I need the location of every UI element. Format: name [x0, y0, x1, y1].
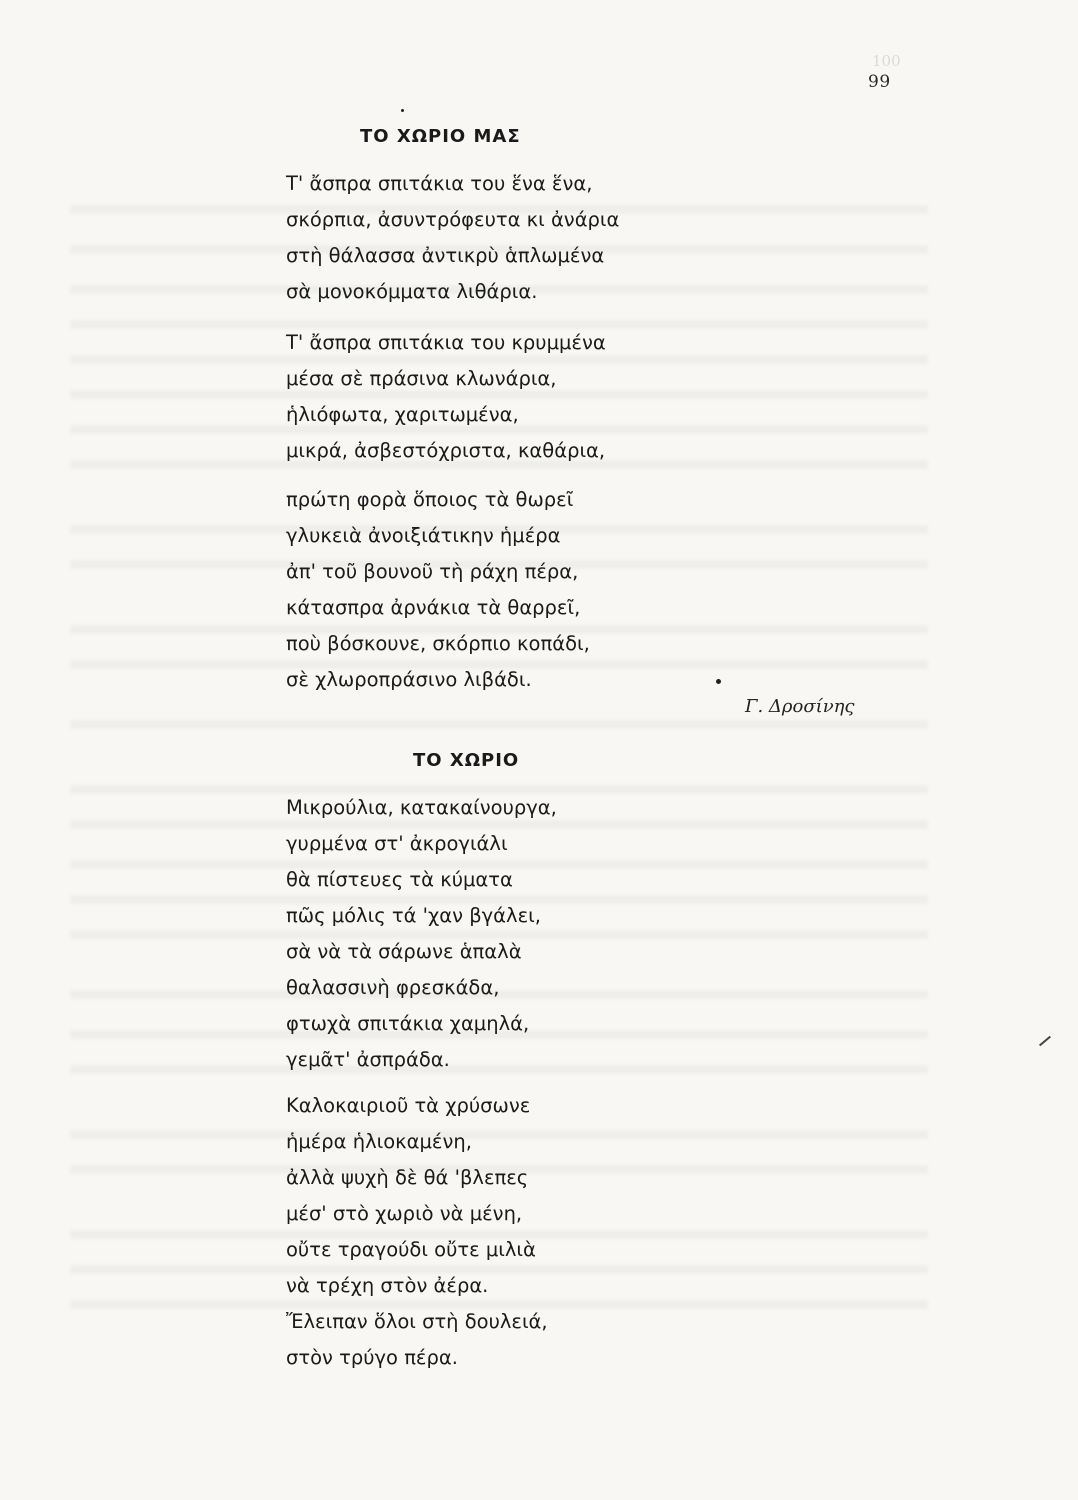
verse-line: σὰ νὰ τὰ σάρωνε ἁπαλὰ — [286, 940, 522, 963]
verse-line: γεμᾶτ' ἀσπράδα. — [286, 1048, 450, 1071]
verse-line: σὲ χλωροπράσινο λιβάδι. — [286, 668, 532, 691]
verse-line: ἀλλὰ ψυχὴ δὲ θά 'βλεπες — [286, 1166, 529, 1189]
verse-line: νὰ τρέχη στὸν ἀέρα. — [286, 1274, 489, 1297]
verse-line: Μικρούλια, κατακαίνουργα, — [286, 796, 557, 819]
poem-title: ΤΟ ΧΩΡΙΟ ΜΑΣ — [360, 126, 521, 147]
verse-line: θαλασσινὴ φρεσκάδα, — [286, 976, 500, 999]
poem-title: ΤΟ ΧΩΡΙΟ — [413, 750, 520, 771]
ink-dot — [401, 109, 404, 112]
verse-line: στὸν τρύγο πέρα. — [286, 1346, 458, 1369]
poem-stanza — [286, 325, 606, 469]
verse-line: θὰ πίστευες τὰ κύματα — [286, 868, 513, 891]
verse-line: κάτασπρα ἀρνάκια τὰ θαρρεῖ, — [286, 596, 581, 619]
verse-line: σκόρπια, ἀσυντρόφευτα κι ἀνάρια — [286, 208, 620, 231]
verse-line: ἡμέρα ἡλιοκαμένη, — [286, 1130, 472, 1153]
verse-line: ἡλιόφωτα, χαριτωμένα, — [286, 403, 519, 426]
ink-dot — [716, 679, 721, 684]
poem-stanza — [286, 790, 557, 1078]
poem-stanza — [286, 1088, 548, 1376]
verse-line: σὰ μονοκόμματα λιθάρια. — [286, 280, 538, 303]
poem-stanza — [286, 166, 619, 310]
verse-line: μέσα σὲ πράσινα κλωνάρια, — [286, 367, 557, 390]
ghost-page-number: 100 — [872, 52, 901, 70]
poem-stanza — [286, 482, 590, 698]
verse-line: μέσ' στὸ χωριὸ νὰ μένη, — [286, 1202, 523, 1225]
verse-line: πῶς μόλις τά 'χαν βγάλει, — [286, 904, 541, 927]
verse-line: Τ' ἄσπρα σπιτάκια του κρυμμένα — [286, 331, 606, 354]
verse-line: πρώτη φορὰ ὅποιος τὰ θωρεῖ — [286, 488, 574, 511]
verse-line: γυρμένα στ' ἀκρογιάλι — [286, 832, 508, 855]
page-number: 99 — [868, 72, 891, 92]
bleed-through-line — [70, 720, 928, 729]
pencil-mark — [1039, 1036, 1051, 1047]
verse-line: Ἔλειπαν ὅλοι στὴ δουλειά, — [286, 1310, 548, 1333]
verse-line: μικρά, ἀσβεστόχριστα, καθάρια, — [286, 439, 606, 462]
verse-line: στὴ θάλασσα ἀντικρὺ ἁπλωμένα — [286, 244, 605, 267]
poem-author: Γ. Δροσίνης — [745, 696, 855, 717]
verse-line: φτωχὰ σπιτάκια χαμηλά, — [286, 1012, 530, 1035]
verse-line: ποὺ βόσκουνε, σκόρπιο κοπάδι, — [286, 632, 590, 655]
verse-line: γλυκειὰ ἀνοιξιάτικην ἡμέρα — [286, 524, 561, 547]
verse-line: ἀπ' τοῦ βουνοῦ τὴ ράχη πέρα, — [286, 560, 579, 583]
verse-line: οὔτε τραγούδι οὔτε μιλιὰ — [286, 1238, 536, 1261]
verse-line: Τ' ἄσπρα σπιτάκια του ἕνα ἕνα, — [286, 172, 593, 195]
verse-line: Καλοκαιριοῦ τὰ χρύσωνε — [286, 1094, 531, 1117]
